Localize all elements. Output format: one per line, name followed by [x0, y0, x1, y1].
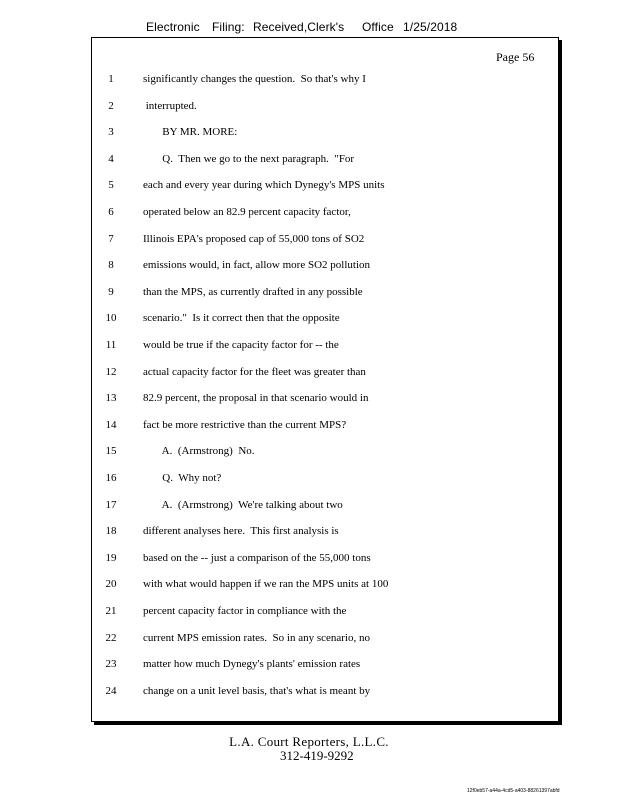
transcript-line: significantly changes the question. So that's why I [143, 73, 366, 85]
transcript-line: Q. Why not? [143, 472, 222, 484]
transcript-line: BY MR. MORE: [143, 126, 238, 139]
transcript-line: different analyses here. This first analysis is [143, 525, 339, 538]
transcript-line: A. (Armstrong) We're talking about two [143, 498, 343, 511]
line-number: 7 [108, 232, 114, 245]
transcript-line: based on the -- just a comparison of the 55,000 tons [143, 551, 371, 564]
transcript-line: emissions would, in fact, allow more SO2 pollution [143, 259, 371, 272]
line-number: 21 [105, 605, 117, 617]
line-number: 19 [105, 551, 117, 564]
filing-electronic: Electronic [146, 20, 200, 34]
transcript-line: with what would happen if we ran the MPS units at 100 [143, 578, 389, 591]
line-number: 17 [105, 498, 117, 511]
transcript-line: fact be more restrictive than the current MPS? [143, 418, 347, 431]
line-number: 6 [108, 206, 114, 218]
line-number: 23 [105, 658, 117, 671]
line-number: 22 [105, 631, 117, 644]
transcript-line: than the MPS, as currently drafted in any possible [143, 285, 363, 298]
filing-date: 1/25/2018 [403, 20, 458, 34]
line-number: 2 [108, 99, 114, 112]
line-number: 18 [105, 525, 117, 538]
transcript-line: Q. Then we go to the next paragraph. "For [143, 152, 355, 165]
transcript-line: matter how much Dynegy's plants' emission rates [143, 658, 361, 671]
document-hash: 12f0eb57-a44a-4cd5-a403-88261397abfd [467, 788, 560, 794]
line-number: 13 [105, 392, 117, 405]
transcript-line: A. (Armstrong) No. [143, 445, 255, 458]
line-number: 3 [108, 126, 114, 139]
line-number: 1 [108, 73, 114, 85]
filing-office: Office [362, 20, 394, 34]
line-number: 8 [108, 259, 114, 272]
line-number: 4 [108, 152, 114, 165]
line-number: 11 [105, 339, 117, 351]
line-number: 12 [105, 365, 117, 378]
footer-phone: 312-419-9292 [280, 748, 354, 763]
line-number: 15 [105, 445, 117, 458]
transcript-line: Illinois EPA's proposed cap of 55,000 tons of SO2 [143, 232, 365, 245]
line-number: 10 [105, 312, 117, 325]
transcript-line: current MPS emission rates. So in any scenario, no [143, 631, 370, 644]
transcript-line: 82.9 percent, the proposal in that scenario would in [143, 392, 369, 405]
transcript-line: actual capacity factor for the fleet was greater than [143, 365, 366, 378]
line-number: 20 [105, 578, 117, 591]
transcript-line: each and every year during which Dynegy's MPS units [143, 179, 385, 192]
filing-received: Received,Clerk's [253, 20, 345, 34]
transcript-line: change on a unit level basis, that's what is meant by [143, 684, 371, 697]
transcript-line: would be true if the capacity factor for -- the [143, 339, 339, 351]
transcript-line: interrupted. [143, 99, 197, 112]
line-number: 16 [105, 472, 117, 484]
transcript-page-frame [91, 37, 559, 722]
filing-filing: Filing: [212, 20, 245, 34]
transcript-line: percent capacity factor in compliance with the [143, 605, 347, 617]
transcript-line: operated below an 82.9 percent capacity factor, [143, 206, 351, 218]
line-number: 9 [108, 285, 114, 298]
page-number: Page 56 [496, 50, 535, 64]
transcript-line: scenario." Is it correct then that the opposite [143, 312, 340, 325]
line-number: 24 [105, 684, 117, 697]
footer-company: L.A. Court Reporters, L.L.C. [229, 734, 389, 749]
line-number: 5 [108, 179, 114, 192]
line-number: 14 [105, 418, 117, 431]
